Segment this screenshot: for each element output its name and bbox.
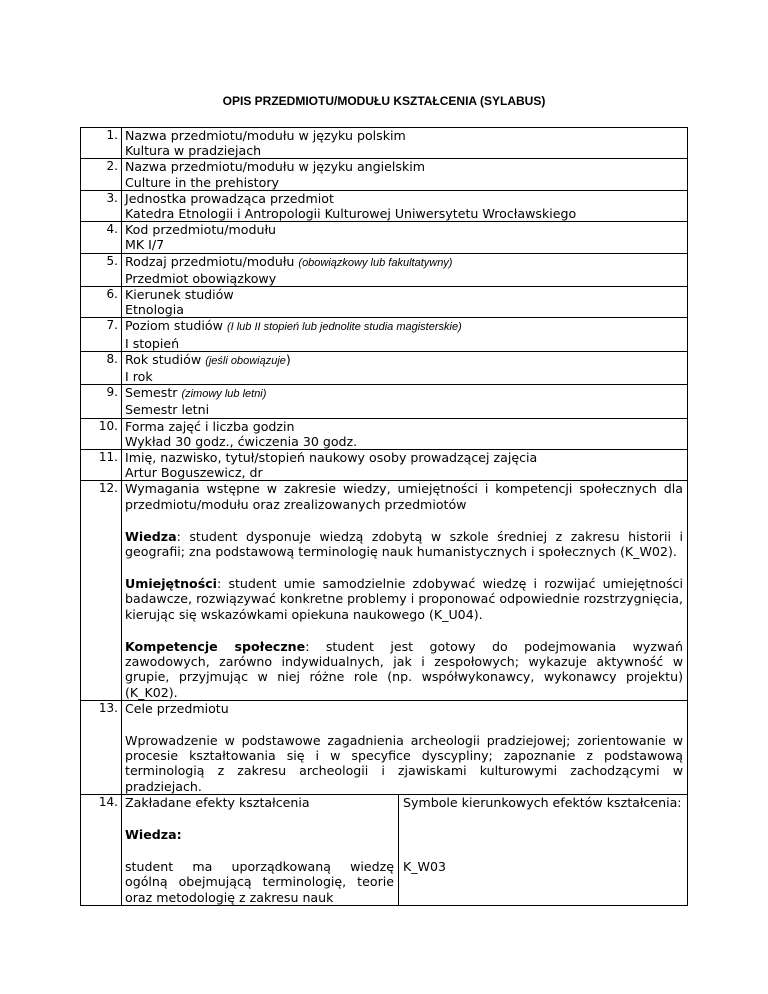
syllabus-table <box>80 127 688 906</box>
row-label <box>125 159 683 174</box>
row-content <box>122 385 688 418</box>
row-label-text: Kierunek studiów <box>125 287 234 303</box>
row-label-text: Forma zajęć i liczba godzin <box>125 418 295 434</box>
row-label-text: Nazwa przedmiotu/modułu w języku polskim <box>125 128 406 143</box>
row-number: 2. <box>81 159 122 190</box>
row-value: Artur Boguszewicz, dr <box>125 465 263 481</box>
effects-wiedza-heading: Wiedza: <box>125 826 182 842</box>
row-label-note: (I lub II stopień lub jednolite studia magisterskie) <box>226 321 462 334</box>
umiejetnosci-heading: Umiejętności <box>125 576 217 592</box>
umiejetnosci-text: : student umie samodzielnie zdobywać wiedzę i rozwijać umiejętności badawcze, rozwiązywać konkretne problemy i proponować odpowiednie rozstrzygnięcia, kierując się wskazówkami opiekuna naukowego (K_U04). <box>125 576 683 622</box>
table-row <box>81 159 688 190</box>
row-label: Wymagania wstępne w zakresie wiedzy, umiejętności i kompetencji społecznych dla przedmiotu/modułu oraz zrealizowanych przedmiotów <box>125 481 683 512</box>
row-value: Katedra Etnologii i Antropologii Kulturowej Uniwersytetu Wrocławskiego <box>125 206 577 222</box>
goals-text: Wprowadzenie w podstawowe zagadnienia archeologii pradziejowej; zorientowanie w procesie kształtowania się i w specyfice dyscypliny; zapoznanie z podstawową terminologią z zakresu archeologii i zjawiskami kulturowymi zachodzącymi w pradziejach. <box>125 732 683 794</box>
row-number: 4. <box>81 222 122 253</box>
row-label <box>125 222 683 237</box>
kompetencje-heading: Kompetencje społeczne <box>125 638 306 654</box>
row-label-text: Kod przedmiotu/modułu <box>125 222 277 238</box>
wiedza-paragraph <box>125 529 683 559</box>
row-number: 8. <box>81 351 122 384</box>
effects-label: Zakładane efekty kształcenia <box>125 794 310 810</box>
table-row <box>81 287 688 318</box>
row-label <box>125 191 683 206</box>
row-value: Przedmiot obowiązkowy <box>125 270 277 286</box>
table-row <box>81 450 688 481</box>
row-content <box>122 418 688 449</box>
row-label <box>125 128 683 143</box>
kompetencje-text: : student jest gotowy do podejmowania wyzwań zawodowych, zarówno indywidualnych, jak i zespołowych; wykazuje aktywność w grupie, przyjmując w niej różne role (np. współwykonawcy, wykonawcy projektu) (K_K02). <box>125 638 683 700</box>
table-row <box>81 385 688 418</box>
effect-text: student ma uporządkowaną wiedzę ogólną obejmującą terminologię, teorie oraz metodologię z zakresu nauk <box>125 859 394 905</box>
effect-symbol: K_W03 <box>403 858 447 874</box>
kompetencje-paragraph <box>125 639 683 700</box>
row-label <box>125 254 683 271</box>
row-number: 11. <box>81 450 122 481</box>
row-content <box>122 190 688 221</box>
row-value: Culture in the prehistory <box>125 174 279 190</box>
table-row <box>81 794 688 905</box>
row-label-text: Nazwa przedmiotu/modułu w języku angielskim <box>125 159 426 175</box>
row-content <box>122 287 688 318</box>
row-label <box>125 352 683 369</box>
row-label-text: Rok studiów <box>125 351 202 367</box>
row-number: 7. <box>81 318 122 351</box>
table-row <box>81 418 688 449</box>
table-row <box>81 190 688 221</box>
row-content <box>122 481 688 700</box>
document-title: OPIS PRZEDMIOTU/MODUŁU KSZTAŁCENIA (SYLABUS) <box>222 94 546 108</box>
table-row <box>81 481 688 700</box>
row-number: 14. <box>81 794 122 905</box>
row-value: Wykład 30 godz., ćwiczenia 30 godz. <box>125 433 358 449</box>
table-row <box>81 253 688 286</box>
row-label <box>125 450 683 465</box>
row-number: 6. <box>81 287 122 318</box>
row-content <box>122 318 688 351</box>
row-label-note: (obowiązkowy lub fakultatywny) <box>298 256 453 269</box>
umiejetnosci-paragraph <box>125 576 683 622</box>
row-label: Cele przedmiotu <box>125 700 229 716</box>
wiedza-heading: Wiedza <box>125 528 177 544</box>
row-label <box>125 385 683 402</box>
row-number: 9. <box>81 385 122 418</box>
row-value: Etnologia <box>125 302 184 318</box>
wiedza-text: : student dysponuje wiedzą zdobytą w szkole średniej z zakresu historii i geografii; zna podstawową terminologię nauk humanistycznych i społecznych (K_W02). <box>125 528 683 560</box>
row-number: 13. <box>81 700 122 794</box>
row-label <box>125 318 683 335</box>
row-label-note: (zimowy lub letni) <box>181 388 267 401</box>
row-label-note-end: ) <box>285 351 291 367</box>
row-content <box>122 159 688 190</box>
effects-right-column <box>399 795 688 905</box>
row-content <box>122 351 688 384</box>
table-row <box>81 222 688 253</box>
table-row <box>81 128 688 159</box>
row-value: I stopień <box>125 335 180 351</box>
effects-left-column <box>122 795 399 905</box>
row-value: Semestr letni <box>125 402 210 418</box>
row-label-note: (jeśli obowiązuje <box>205 354 286 367</box>
row-value: MK I/7 <box>125 237 165 253</box>
row-number: 5. <box>81 253 122 286</box>
row-value: Kultura w pradziejach <box>125 143 262 159</box>
row-number: 3. <box>81 190 122 221</box>
row-label-text: Rodzaj przedmiotu/modułu <box>125 253 295 269</box>
table-row <box>81 318 688 351</box>
row-content <box>122 700 688 794</box>
table-row <box>81 700 688 794</box>
row-content <box>122 222 688 253</box>
row-number: 12. <box>81 481 122 700</box>
row-content <box>122 128 688 159</box>
row-number: 10. <box>81 418 122 449</box>
row-content <box>122 253 688 286</box>
symbols-label: Symbole kierunkowych efektów kształcenia: <box>403 794 682 810</box>
table-row <box>81 351 688 384</box>
row-label <box>125 287 683 302</box>
row-label-text: Semestr <box>125 385 178 401</box>
row-label-text: Jednostka prowadząca przedmiot <box>125 190 334 206</box>
row-content <box>122 794 688 905</box>
effects-table <box>122 795 687 905</box>
row-value: I rok <box>125 369 153 385</box>
row-number: 1. <box>81 128 122 159</box>
row-label <box>125 419 683 434</box>
row-label-text: Poziom studiów <box>125 318 223 334</box>
row-label-text: Imię, nazwisko, tytuł/stopień naukowy osoby prowadzącej zajęcia <box>125 450 538 466</box>
row-content <box>122 450 688 481</box>
